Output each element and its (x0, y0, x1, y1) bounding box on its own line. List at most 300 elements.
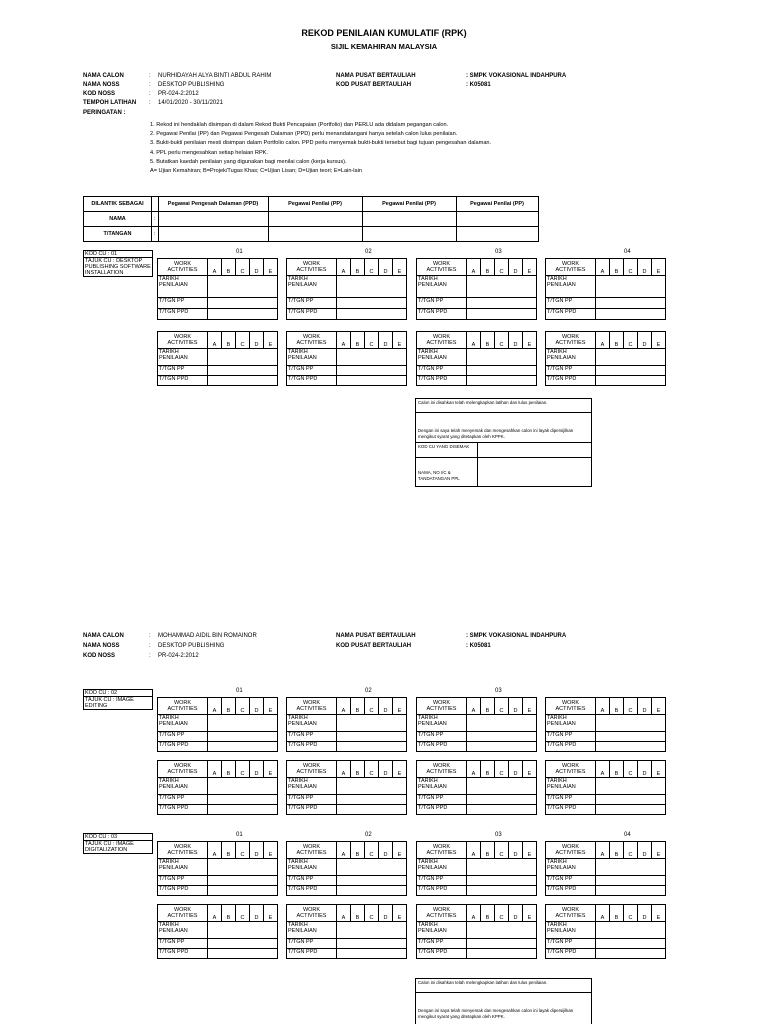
method-a[interactable] (596, 332, 610, 349)
method-label: D (254, 268, 259, 275)
row-input-tgn-ppd[interactable] (467, 376, 537, 386)
row-input-tarikh-penilaian[interactable] (208, 715, 278, 732)
method-d[interactable] (509, 905, 523, 922)
method-a[interactable] (208, 842, 222, 859)
row-input-tgn-ppd[interactable] (337, 805, 407, 815)
row-label-tgn-pp (417, 939, 467, 949)
method-d[interactable] (638, 761, 652, 778)
method-c[interactable] (624, 842, 638, 859)
method-label: C (240, 851, 245, 858)
cu-code: KOD CU : 03 (84, 834, 152, 841)
method-d[interactable] (638, 698, 652, 715)
method-a[interactable] (596, 259, 610, 276)
method-b[interactable] (610, 698, 624, 715)
row-label-tgn-pp (417, 876, 467, 886)
method-d[interactable] (379, 761, 393, 778)
method-label: D (513, 914, 518, 921)
method-label: E (527, 851, 532, 858)
method-c[interactable] (236, 698, 250, 715)
method-c[interactable] (236, 842, 250, 859)
cell-ppd: Pegawai Pengesah Dalaman (PPD) (158, 197, 268, 212)
row-input-tarikh-penilaian[interactable] (467, 715, 537, 732)
method-d[interactable] (250, 842, 264, 859)
row-input-tgn-ppd[interactable] (337, 376, 407, 386)
work-label: WORK (432, 260, 451, 267)
method-b[interactable] (610, 259, 624, 276)
row-input-tgn-pp[interactable] (467, 366, 537, 376)
method-e[interactable] (264, 905, 278, 922)
work-activity-table (286, 760, 407, 815)
row-input-tgn-ppd[interactable] (208, 805, 278, 815)
row-input-tarikh-penilaian[interactable] (337, 922, 407, 939)
row-input-tarikh-penilaian[interactable] (596, 922, 666, 939)
method-label: D (383, 914, 388, 921)
approval-kod-cu-input[interactable] (478, 443, 591, 457)
row-label-tgn-pp (546, 366, 596, 376)
row-label-tarikh-penilaian (158, 715, 208, 732)
row-input-tarikh-penilaian[interactable] (208, 778, 278, 795)
method-a[interactable] (467, 842, 481, 859)
method-b[interactable] (222, 842, 236, 859)
method-label: D (254, 770, 259, 777)
method-b[interactable] (481, 842, 495, 859)
method-d[interactable] (509, 842, 523, 859)
row-input-tgn-ppd[interactable] (208, 376, 278, 386)
row-input-tgn-ppd[interactable] (337, 886, 407, 896)
method-e[interactable] (652, 842, 666, 859)
row-input-tarikh-penilaian[interactable] (337, 349, 407, 366)
row-label-tgn-pp (546, 732, 596, 742)
method-e[interactable] (393, 698, 407, 715)
row-input-tgn-pp[interactable] (337, 298, 407, 309)
row-input-tgn-pp[interactable] (467, 795, 537, 805)
method-label: C (369, 770, 374, 777)
method-d[interactable] (509, 698, 523, 715)
work-label: WORK (432, 762, 451, 769)
method-b[interactable] (610, 905, 624, 922)
method-a[interactable] (337, 698, 351, 715)
row-input-tgn-pp[interactable] (467, 298, 537, 309)
row-label-text: TARIKH (418, 859, 438, 865)
method-a[interactable] (596, 698, 610, 715)
method-d[interactable] (250, 332, 264, 349)
work-activities-header (287, 905, 337, 922)
method-label: C (628, 914, 633, 921)
row-input-tarikh-penilaian[interactable] (337, 778, 407, 795)
work-label: WORK (302, 843, 321, 850)
row-label-tarikh-penilaian (417, 859, 467, 876)
method-label: B (485, 770, 490, 777)
method-a[interactable] (337, 761, 351, 778)
method-e[interactable] (393, 905, 407, 922)
method-e[interactable] (652, 332, 666, 349)
method-b[interactable] (610, 842, 624, 859)
row-label-tgn-pp (546, 876, 596, 886)
row-input-tgn-pp[interactable] (596, 366, 666, 376)
row-label-text: T/TGN PPD (288, 309, 318, 315)
row-label-text: T/TGN PP (159, 795, 185, 801)
approval-line-1: Calon ini disahkan telah melengkapkan latihan dan lulus penilaian. (416, 979, 591, 993)
method-b[interactable] (351, 905, 365, 922)
method-e[interactable] (393, 332, 407, 349)
row-input-tarikh-penilaian[interactable] (337, 859, 407, 876)
method-b[interactable] (481, 698, 495, 715)
work-label: WORK (302, 762, 321, 769)
row-input-tgn-pp[interactable] (337, 732, 407, 742)
input-tangan-pp-1[interactable] (268, 227, 362, 242)
method-d[interactable] (379, 905, 393, 922)
row-label-text: T/TGN PPD (418, 949, 448, 955)
row-input-tgn-ppd[interactable] (337, 742, 407, 752)
method-b[interactable] (222, 905, 236, 922)
row-input-tarikh-penilaian[interactable] (467, 349, 537, 366)
activities-label: ACTIVITIES (426, 267, 457, 273)
row-label-text: T/TGN PP (418, 298, 444, 304)
method-c[interactable] (624, 332, 638, 349)
method-b[interactable] (351, 842, 365, 859)
method-d[interactable] (250, 259, 264, 276)
row-label-tgn-ppd (287, 376, 337, 386)
row-input-tgn-pp[interactable] (208, 939, 278, 949)
method-e[interactable] (523, 259, 537, 276)
method-a[interactable] (208, 698, 222, 715)
method-label: B (355, 851, 360, 858)
method-a[interactable] (337, 842, 351, 859)
method-c[interactable] (495, 698, 509, 715)
method-e[interactable] (523, 698, 537, 715)
method-d[interactable] (509, 332, 523, 349)
method-b[interactable] (351, 332, 365, 349)
method-label: D (383, 770, 388, 777)
row-input-tgn-ppd[interactable] (208, 949, 278, 959)
method-label: A (471, 770, 476, 777)
activity-number: 03 (495, 832, 502, 838)
method-a[interactable] (596, 761, 610, 778)
method-e[interactable] (652, 761, 666, 778)
row-input-tgn-pp[interactable] (208, 795, 278, 805)
method-c[interactable] (624, 761, 638, 778)
method-c[interactable] (365, 259, 379, 276)
method-a[interactable] (337, 259, 351, 276)
row-input-tgn-pp[interactable] (596, 298, 666, 309)
work-activity-table (286, 841, 407, 896)
method-d[interactable] (509, 259, 523, 276)
method-label: C (369, 914, 374, 921)
row-input-tgn-pp[interactable] (596, 732, 666, 742)
work-label: WORK (561, 906, 580, 913)
row-label-text: T/TGN PP (288, 795, 314, 801)
method-d[interactable] (250, 761, 264, 778)
method-label: E (527, 770, 532, 777)
method-a[interactable] (467, 698, 481, 715)
colon: : (149, 653, 151, 659)
label-kod-pusat: KOD PUSAT BERTAULIAH (336, 82, 412, 88)
method-e[interactable] (264, 761, 278, 778)
row-input-tgn-ppd[interactable] (596, 886, 666, 896)
row-input-tarikh-penilaian[interactable] (596, 715, 666, 732)
input-nama-ppd[interactable] (158, 212, 268, 227)
row-label-tgn-ppd (158, 742, 208, 752)
method-label: A (600, 851, 605, 858)
activities-label: ACTIVITIES (296, 267, 327, 273)
row-label-text: TARIKH (418, 276, 438, 282)
method-a[interactable] (467, 332, 481, 349)
label-peringatan: PERINGATAN : (83, 110, 126, 116)
method-d[interactable] (638, 905, 652, 922)
row-input-tgn-pp[interactable] (596, 795, 666, 805)
method-a[interactable] (208, 761, 222, 778)
method-b[interactable] (481, 761, 495, 778)
method-a[interactable] (208, 259, 222, 276)
method-b[interactable] (481, 905, 495, 922)
method-c[interactable] (495, 761, 509, 778)
method-a[interactable] (467, 905, 481, 922)
row-label-text: TARIKH (288, 778, 308, 784)
method-e[interactable] (393, 761, 407, 778)
row-input-tarikh-penilaian[interactable] (596, 276, 666, 298)
row-input-tgn-ppd[interactable] (337, 949, 407, 959)
row-label-tgn-ppd (158, 886, 208, 896)
method-e[interactable] (523, 905, 537, 922)
method-c[interactable] (495, 332, 509, 349)
method-a[interactable] (467, 761, 481, 778)
work-activity-table (286, 697, 407, 752)
input-tangan-ppd[interactable] (158, 227, 268, 242)
row-input-tgn-pp[interactable] (596, 876, 666, 886)
method-label: B (485, 851, 490, 858)
work-label: WORK (173, 260, 192, 267)
note-5: 5. Butatkan kaedah penilaian yang digunakan bagi menilai calon (kerja kursus). (150, 159, 347, 165)
row-label-text: T/TGN PP (288, 876, 314, 882)
row-input-tgn-pp[interactable] (337, 939, 407, 949)
work-activity-table (286, 904, 407, 959)
method-d[interactable] (379, 259, 393, 276)
method-c[interactable] (236, 332, 250, 349)
method-label: C (499, 914, 504, 921)
method-a[interactable] (208, 905, 222, 922)
row-input-tgn-ppd[interactable] (596, 949, 666, 959)
method-a[interactable] (596, 905, 610, 922)
row-input-tgn-ppd[interactable] (467, 886, 537, 896)
method-e[interactable] (264, 842, 278, 859)
row-input-tarikh-penilaian[interactable] (208, 276, 278, 298)
method-c[interactable] (495, 842, 509, 859)
method-b[interactable] (222, 698, 236, 715)
row-label-text: T/TGN PP (418, 939, 444, 945)
work-activity-table (286, 258, 407, 320)
row-input-tgn-ppd[interactable] (467, 309, 537, 320)
input-nama-pp-2[interactable] (362, 212, 456, 227)
method-c[interactable] (365, 698, 379, 715)
cu-title: TAJUK CU : DESKTOP PUBLISHING SOFTWARE INSTALLATION (85, 258, 151, 277)
row-label-tgn-pp (417, 298, 467, 309)
row-input-tarikh-penilaian[interactable] (208, 859, 278, 876)
row-input-tgn-ppd[interactable] (596, 805, 666, 815)
row-input-tarikh-penilaian[interactable] (467, 778, 537, 795)
cu-code: KOD CU : 01 (84, 251, 152, 258)
method-d[interactable] (638, 842, 652, 859)
method-e[interactable] (652, 698, 666, 715)
method-c[interactable] (624, 259, 638, 276)
row-input-tgn-pp[interactable] (208, 732, 278, 742)
row-input-tgn-ppd[interactable] (208, 886, 278, 896)
row-input-tgn-pp[interactable] (208, 298, 278, 309)
row-label-text: PENILAIAN (547, 865, 576, 872)
method-d[interactable] (638, 259, 652, 276)
row-input-tgn-pp[interactable] (467, 732, 537, 742)
method-b[interactable] (351, 259, 365, 276)
method-c[interactable] (624, 698, 638, 715)
cell-nama: NAMA (84, 212, 152, 227)
work-activity-table (416, 697, 537, 752)
method-a[interactable] (596, 842, 610, 859)
method-b[interactable] (222, 761, 236, 778)
row-input-tarikh-penilaian[interactable] (467, 922, 537, 939)
method-a[interactable] (337, 905, 351, 922)
row-label-text: T/TGN PPD (159, 742, 189, 748)
method-c[interactable] (365, 332, 379, 349)
row-input-tarikh-penilaian[interactable] (337, 276, 407, 298)
method-label: A (600, 707, 605, 714)
method-c[interactable] (236, 259, 250, 276)
approval-nama-ppl-input[interactable] (478, 458, 591, 486)
method-d[interactable] (250, 905, 264, 922)
method-label: C (628, 707, 633, 714)
method-c[interactable] (624, 905, 638, 922)
row-input-tarikh-penilaian[interactable] (337, 715, 407, 732)
row-label-tgn-ppd (287, 886, 337, 896)
row-input-tarikh-penilaian[interactable] (596, 349, 666, 366)
row-input-tgn-ppd[interactable] (337, 309, 407, 320)
method-c[interactable] (365, 761, 379, 778)
method-label: E (397, 770, 402, 777)
row-label-tarikh-penilaian (546, 922, 596, 939)
method-d[interactable] (509, 761, 523, 778)
method-d[interactable] (379, 698, 393, 715)
row-label-tgn-pp (287, 795, 337, 805)
method-d[interactable] (638, 332, 652, 349)
method-a[interactable] (467, 259, 481, 276)
work-label: WORK (432, 333, 451, 340)
method-e[interactable] (652, 905, 666, 922)
work-activities-header (158, 905, 208, 922)
method-e[interactable] (393, 842, 407, 859)
row-input-tgn-ppd[interactable] (596, 742, 666, 752)
cell-pp-1: Pegawai Penilai (PP) (268, 197, 362, 212)
row-input-tgn-pp[interactable] (208, 366, 278, 376)
input-tangan-pp-2[interactable] (362, 227, 456, 242)
method-d[interactable] (250, 698, 264, 715)
method-label: C (499, 707, 504, 714)
work-label: WORK (561, 762, 580, 769)
row-input-tgn-pp[interactable] (596, 939, 666, 949)
row-input-tgn-pp[interactable] (208, 876, 278, 886)
row-input-tarikh-penilaian[interactable] (596, 778, 666, 795)
method-b[interactable] (481, 332, 495, 349)
method-b[interactable] (610, 761, 624, 778)
row-input-tgn-pp[interactable] (337, 795, 407, 805)
row-label-tgn-ppd (417, 376, 467, 386)
method-c[interactable] (365, 842, 379, 859)
work-activities-header (158, 332, 208, 349)
method-label: A (471, 914, 476, 921)
method-c[interactable] (365, 905, 379, 922)
input-tangan-pp-3[interactable] (456, 227, 538, 242)
method-label: E (527, 341, 532, 348)
method-label: E (268, 707, 273, 714)
method-e[interactable] (264, 332, 278, 349)
row-label-text: TARIKH (288, 859, 308, 865)
row-input-tgn-ppd[interactable] (467, 742, 537, 752)
row-label-text: TARIKH (159, 778, 179, 784)
value-nama-noss: DESKTOP PUBLISHING (158, 82, 225, 88)
method-c[interactable] (236, 905, 250, 922)
colon: : (149, 633, 151, 639)
method-e[interactable] (652, 259, 666, 276)
row-input-tarikh-penilaian[interactable] (596, 859, 666, 876)
method-e[interactable] (264, 698, 278, 715)
method-c[interactable] (236, 761, 250, 778)
method-label: B (226, 770, 231, 777)
value-kod-noss: PR-024-2:2012 (158, 91, 199, 97)
row-input-tgn-pp[interactable] (337, 876, 407, 886)
input-nama-pp-3[interactable] (456, 212, 538, 227)
work-label: WORK (561, 699, 580, 706)
row-input-tgn-ppd[interactable] (208, 742, 278, 752)
method-a[interactable] (208, 332, 222, 349)
method-b[interactable] (351, 698, 365, 715)
method-label: A (341, 707, 346, 714)
work-activities-header (546, 332, 596, 349)
method-c[interactable] (495, 259, 509, 276)
method-b[interactable] (222, 259, 236, 276)
activity-number: 04 (624, 832, 631, 838)
method-e[interactable] (264, 259, 278, 276)
row-input-tarikh-penilaian[interactable] (467, 276, 537, 298)
row-input-tarikh-penilaian[interactable] (467, 859, 537, 876)
method-b[interactable] (222, 332, 236, 349)
method-c[interactable] (495, 905, 509, 922)
method-e[interactable] (523, 761, 537, 778)
row-input-tgn-ppd[interactable] (596, 309, 666, 320)
row-input-tgn-pp[interactable] (337, 366, 407, 376)
row-input-tarikh-penilaian[interactable] (208, 349, 278, 366)
method-b[interactable] (610, 332, 624, 349)
method-d[interactable] (379, 332, 393, 349)
method-b[interactable] (351, 761, 365, 778)
activities-label: ACTIVITIES (296, 913, 327, 919)
row-input-tgn-ppd[interactable] (208, 309, 278, 320)
method-label: C (369, 268, 374, 275)
row-input-tgn-ppd[interactable] (467, 949, 537, 959)
row-input-tgn-pp[interactable] (467, 939, 537, 949)
row-label-text: TARIKH (288, 922, 308, 928)
method-b[interactable] (481, 259, 495, 276)
method-e[interactable] (523, 332, 537, 349)
input-nama-pp-1[interactable] (268, 212, 362, 227)
method-e[interactable] (523, 842, 537, 859)
method-label: C (499, 341, 504, 348)
method-d[interactable] (379, 842, 393, 859)
method-a[interactable] (337, 332, 351, 349)
row-input-tgn-pp[interactable] (467, 876, 537, 886)
method-e[interactable] (393, 259, 407, 276)
row-input-tgn-ppd[interactable] (467, 805, 537, 815)
row-label-text: TARIKH (418, 715, 438, 721)
row-label-text: T/TGN PPD (547, 742, 577, 748)
row-input-tarikh-penilaian[interactable] (208, 922, 278, 939)
row-input-tgn-ppd[interactable] (596, 376, 666, 386)
